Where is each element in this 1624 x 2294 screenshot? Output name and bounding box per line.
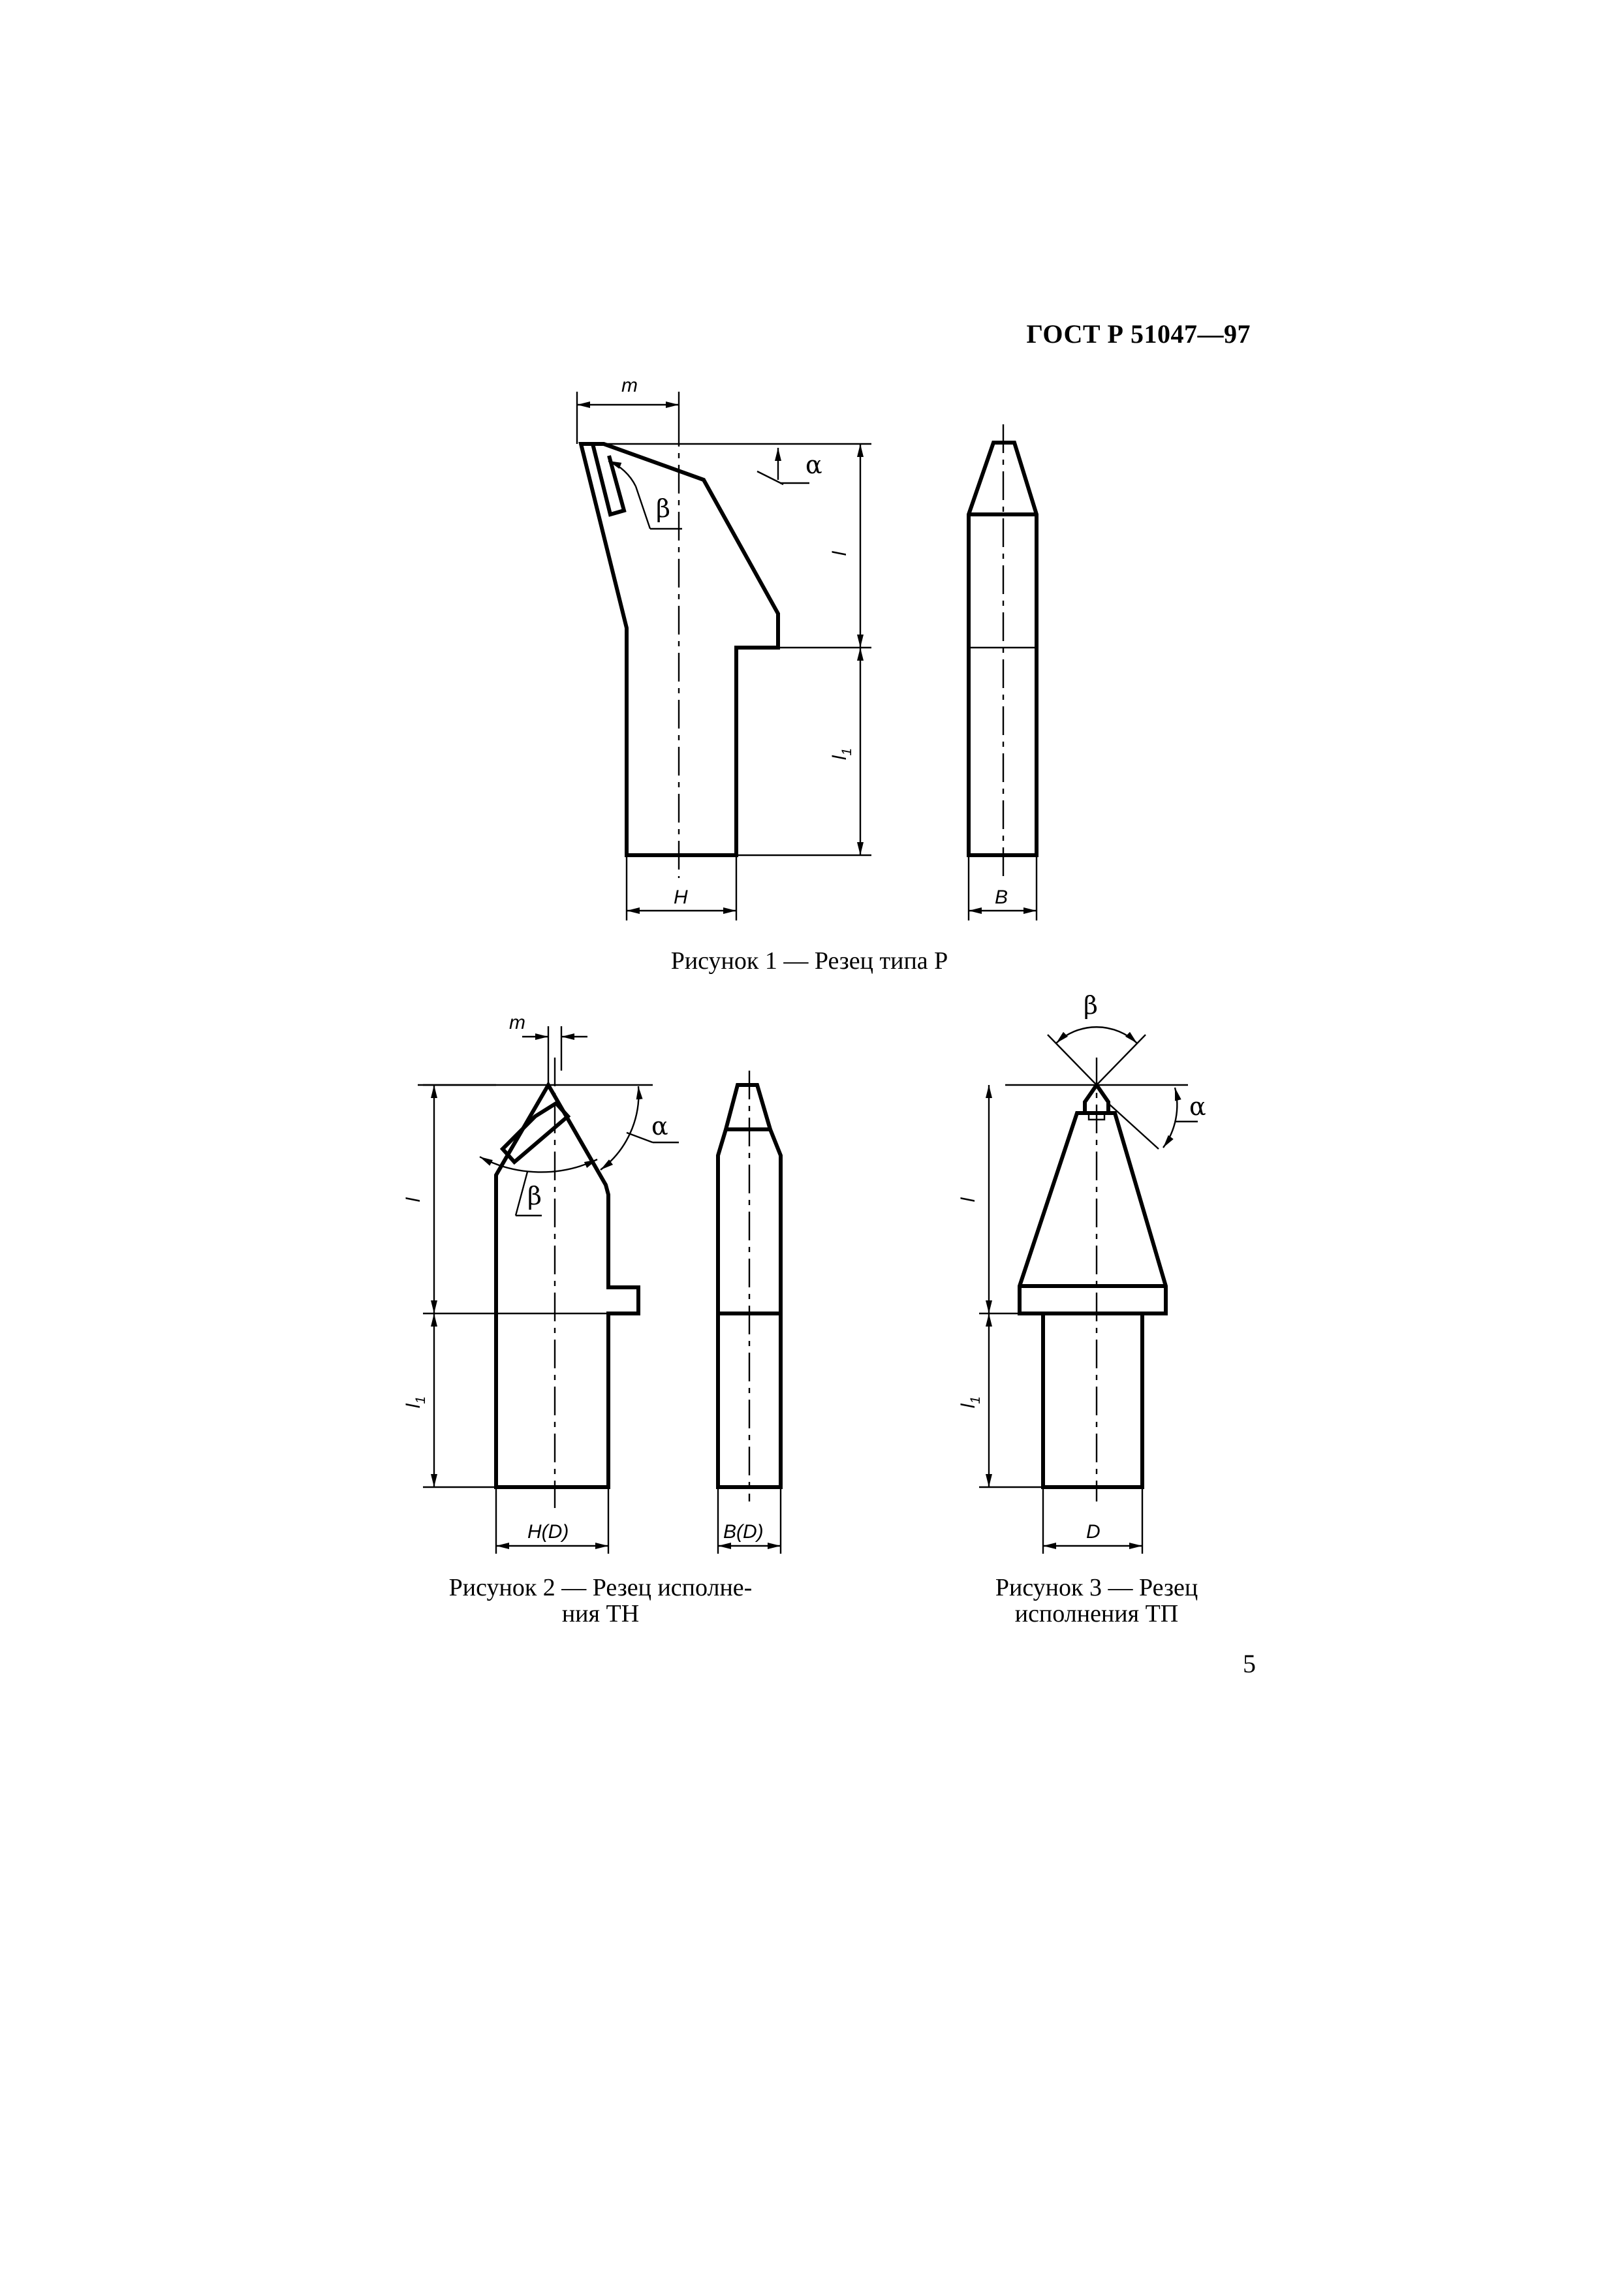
fig3-label-alpha: α [1189,1092,1206,1121]
fig2-label-alpha: α [651,1112,668,1140]
figure-2-front-view [718,1071,781,1554]
figure-1-side-view [577,375,871,920]
fig1-label-b: B [995,887,1008,908]
fig1-label-alpha: α [805,450,822,479]
page-number: 5 [1243,1649,1256,1678]
figure-2-side-view [403,1012,679,1554]
fig1-label-l1: $l_1$ [829,747,854,761]
fig2-label-m: m [509,1012,525,1033]
fig2-label-l1: $l_1$ [403,1396,428,1409]
figure-3-caption-line-1: Рисунок 3 — Резец [995,1574,1198,1601]
fig2-label-h: H(D) [527,1521,569,1543]
figure-2-caption-line-2: ния ТН [561,1600,640,1627]
fig1-label-l: l [829,551,851,556]
figure-3-caption [946,1575,1247,1627]
fig1-label-h: H [674,887,688,908]
fig3-label-d: D [1086,1521,1101,1543]
figure-1-front-view [969,424,1037,920]
document-header: ГОСТ Р 51047—97 [1026,319,1251,349]
fig3-label-l1: $l_1$ [958,1396,983,1409]
figure-1-caption [587,948,1031,974]
figure-1-caption-line-1: Рисунок 1 — Резец типа Р [670,947,948,975]
figure-2-caption-line-1: Рисунок 2 — Резец исполне- [448,1574,753,1601]
figure-3-caption-line-2: исполнения ТП [1014,1600,1179,1627]
fig1-label-beta: β [656,494,670,523]
fig2-label-b: B(D) [723,1521,764,1543]
figure-3-view [958,991,1206,1554]
figure-2-caption [418,1575,783,1627]
fig1-label-m: m [621,375,638,396]
fig3-label-beta: β [1084,991,1098,1020]
fig3-label-l: l [958,1197,979,1202]
fig2-label-l: l [403,1197,424,1202]
fig2-label-beta: β [527,1182,542,1210]
